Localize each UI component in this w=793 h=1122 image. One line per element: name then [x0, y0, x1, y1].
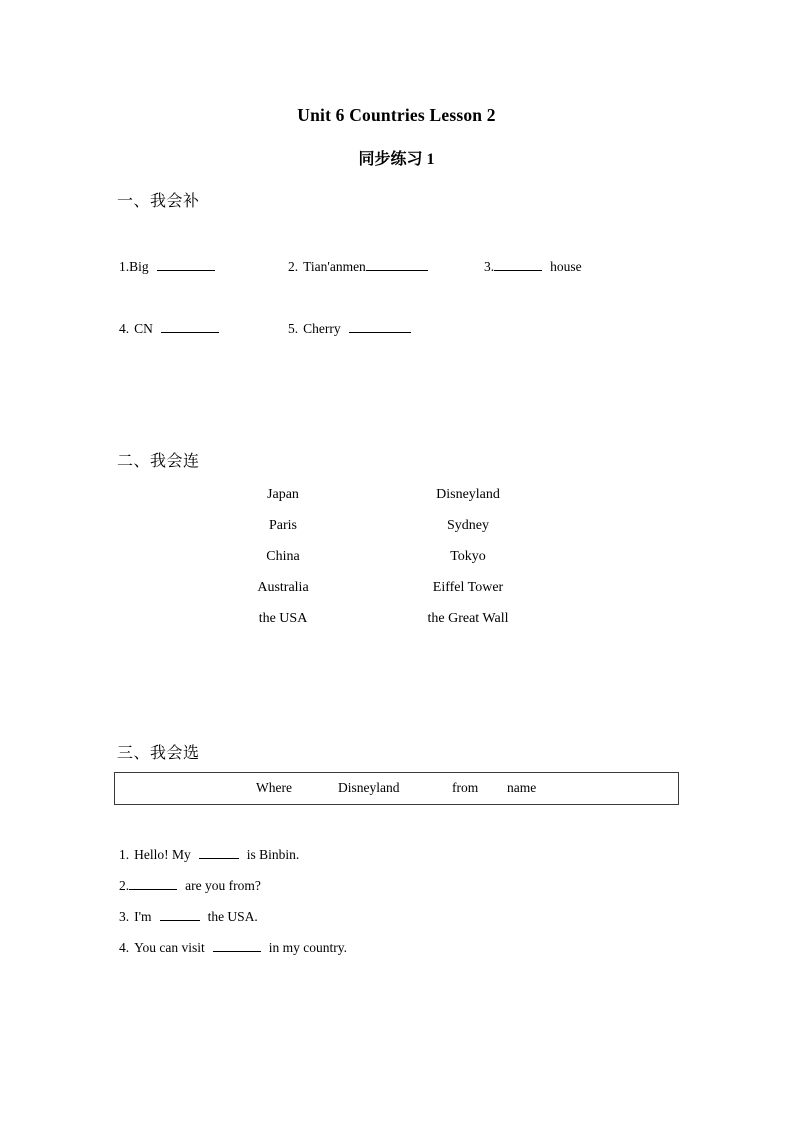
matching-left-item[interactable]: the USA: [258, 611, 308, 626]
matching-left-item[interactable]: Japan: [267, 487, 299, 502]
matching-right-item[interactable]: Tokyo: [450, 549, 486, 564]
item-number: 3.: [484, 259, 495, 275]
fill-in-item-2: [288, 259, 428, 275]
fill-in-item-1: [119, 259, 215, 275]
sentence-number: 4.: [119, 940, 130, 956]
matching-right-item[interactable]: Eiffel Tower: [432, 580, 504, 595]
answer-blank[interactable]: [129, 878, 177, 890]
answer-blank[interactable]: [213, 940, 261, 952]
answer-blank[interactable]: [349, 321, 411, 333]
answer-blank[interactable]: [494, 259, 542, 271]
matching-row: [0, 549, 793, 580]
choice-sentence-3: [119, 909, 258, 925]
matching-exercise: [0, 487, 793, 642]
item-number: 2.: [288, 259, 299, 275]
section-heading-2: 二、我会连: [117, 453, 200, 470]
answer-blank[interactable]: [157, 259, 215, 271]
document-subtitle: 同步练习 1: [358, 151, 435, 168]
sentence-number: 3.: [119, 909, 130, 925]
answer-blank[interactable]: [160, 909, 200, 921]
section-heading-1: 一、我会补: [117, 193, 200, 210]
item-word: CN: [134, 321, 153, 337]
fill-in-row-2: [0, 321, 793, 343]
matching-left-item[interactable]: Paris: [269, 518, 297, 533]
word-bank-box: [114, 772, 679, 805]
sentence-text-after: in my country.: [268, 940, 348, 956]
sentence-text-after: are you from?: [185, 878, 261, 894]
item-word: Big: [129, 259, 149, 275]
matching-row: [0, 580, 793, 611]
item-trailing-word: house: [550, 259, 582, 275]
item-number: 5.: [288, 321, 299, 337]
matching-row: [0, 487, 793, 518]
fill-in-item-4: [119, 321, 219, 337]
item-word: Cherry: [303, 321, 341, 337]
choice-sentence-1: [119, 847, 299, 863]
sentence-text-before: I'm: [134, 909, 152, 925]
matching-right-item[interactable]: Disneyland: [436, 487, 500, 502]
answer-blank[interactable]: [199, 847, 239, 859]
choice-sentence-4: [119, 940, 347, 956]
item-number: 4.: [119, 321, 130, 337]
matching-right-item[interactable]: Sydney: [447, 518, 489, 533]
matching-row: [0, 518, 793, 549]
matching-right-item[interactable]: the Great Wall: [427, 611, 509, 626]
item-number: 1.: [119, 259, 130, 275]
answer-blank[interactable]: [366, 259, 428, 271]
sentence-number: 1.: [119, 847, 130, 863]
word-bank-item[interactable]: from: [452, 780, 479, 795]
answer-blank[interactable]: [161, 321, 219, 333]
sentence-text-before: You can visit: [134, 940, 205, 956]
sentence-text-before: Hello! My: [134, 847, 191, 863]
fill-in-item-3: [484, 259, 582, 275]
matching-left-item[interactable]: China: [266, 549, 300, 564]
choice-sentence-2: [119, 878, 261, 894]
word-bank-item[interactable]: Disneyland: [338, 780, 400, 795]
word-bank-item[interactable]: name: [507, 780, 537, 795]
document-title: Unit 6 Countries Lesson 2: [297, 105, 496, 125]
section-heading-3: 三、我会选: [117, 745, 200, 762]
sentence-text-after: is Binbin.: [246, 847, 300, 863]
sentence-number: 2.: [119, 878, 130, 894]
fill-in-item-5: [288, 321, 411, 337]
word-bank-item[interactable]: Where: [256, 780, 292, 795]
matching-row: [0, 611, 793, 642]
fill-in-row-1: [0, 259, 793, 281]
item-word: Tian'anmen: [303, 259, 366, 275]
matching-left-item[interactable]: Australia: [257, 580, 309, 595]
sentence-text-after: the USA.: [207, 909, 258, 925]
